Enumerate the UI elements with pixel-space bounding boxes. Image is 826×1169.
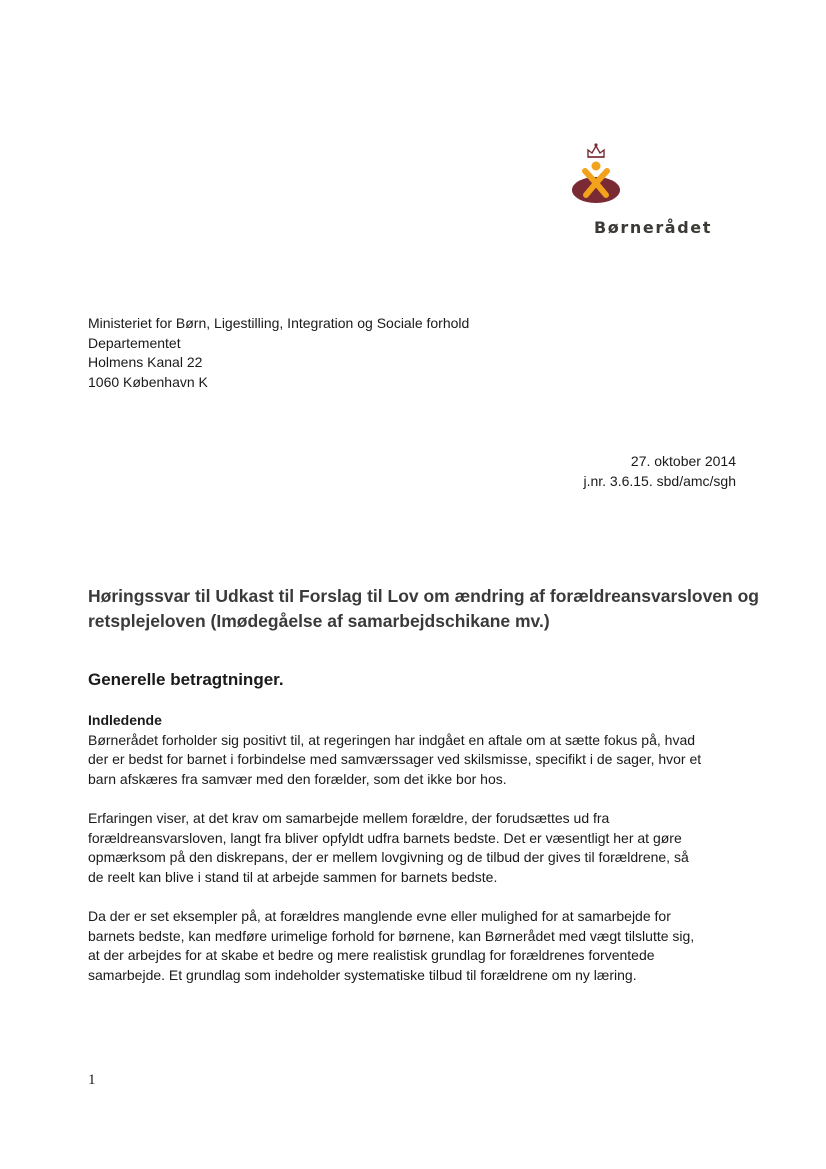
paragraph-line: samarbejde. Et grundlag som indeholder systematiske tilbud til forældrene om ny læring. <box>88 966 637 983</box>
page-number: 1 <box>88 1072 96 1088</box>
paragraph <box>88 809 748 887</box>
title-line: Høringssvar til Udkast til Forslag til Lov om ændring af forældreansvarsloven og <box>88 586 759 606</box>
paragraph-line: Da der er set eksempler på, at forældres manglende evne eller mulighed for at samarbejde for <box>88 907 671 924</box>
paragraph <box>88 907 748 985</box>
body-text <box>88 711 748 1005</box>
address-line: Ministeriet for Børn, Ligestilling, Integration og Sociale forhold <box>88 315 470 331</box>
paragraph-line: Børnerådet forholder sig positivt til, at regeringen har indgået en aftale om at sætte fokus på, hvad <box>88 731 696 748</box>
logo-text: Børnerådet <box>594 218 712 237</box>
paragraph-line: at der arbejdes for at skabe et bedre og mere realistisk grundlag for forældrenes forventede <box>88 947 655 964</box>
paragraph <box>88 731 748 790</box>
subheading: Indledende <box>88 712 162 728</box>
paragraph-line: barn afskæres fra samvær med den forælder, som det ikke bor hos. <box>88 770 507 787</box>
boerneraadet-logo <box>560 140 740 240</box>
title-line: retsplejeloven (Imødegåelse af samarbejdschikane mv.) <box>88 611 550 631</box>
address-line: Departementet <box>88 334 181 351</box>
journal-number: j.nr. 3.6.15. sbd/amc/sgh <box>583 472 736 489</box>
address-line: Holmens Kanal 22 <box>88 354 203 370</box>
letter-date: 27. oktober 2014 <box>630 453 736 469</box>
paragraph-line: barnets bedste, kan medføre urimelige forhold for børnene, kan Børnerådet med vægt tilslutte sig, <box>88 927 695 944</box>
boerneraadet-crown-figure-icon <box>566 140 626 206</box>
recipient-address <box>88 314 469 392</box>
section-heading: Generelle betragtninger. <box>88 670 284 689</box>
paragraph-line: der er bedst for barnet i forbindelse med samværssager ved skilsmisse, specifikt i de sager, hvor et <box>88 751 702 768</box>
address-line: 1060 København K <box>88 373 208 390</box>
paragraph-line: Erfaringen viser, at det krav om samarbejde mellem forældre, der forudsættes ud fra <box>88 809 610 826</box>
paragraph-line: de reelt kan blive i stand til at arbejde sammen for barnets bedste. <box>88 868 498 885</box>
paragraph-line: opmærksom på den diskrepans, der er mellem lovgivning og de tilbud der gives til forældrene, så <box>88 849 689 866</box>
paragraph-line: forældreansvarsloven, langt fra bliver opfyldt udfra barnets bedste. Det er væsentligt her at gøre <box>88 829 682 846</box>
date-block <box>583 452 736 491</box>
document-title <box>88 584 759 634</box>
